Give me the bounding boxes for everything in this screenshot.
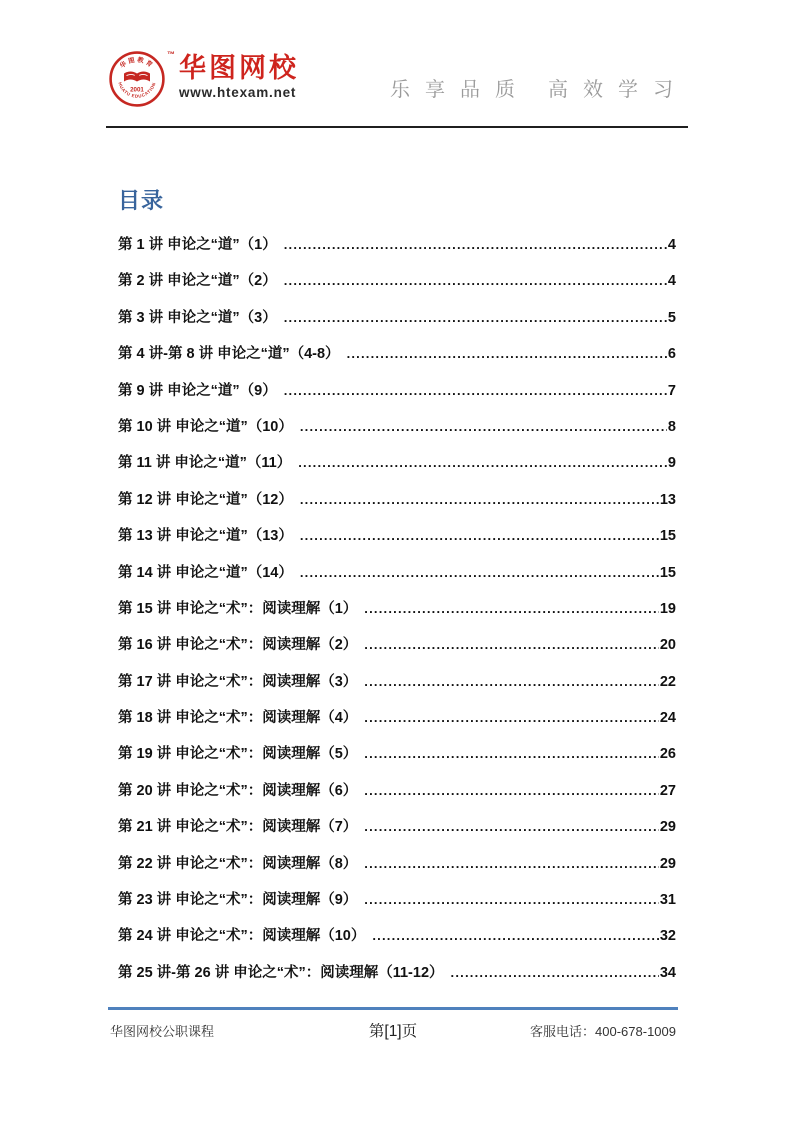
toc-entry-label: 第 12 讲 申论之“道”（12） (118, 491, 293, 508)
footer-divider (108, 1007, 678, 1010)
svg-text:华图教育: 华图教育 (118, 56, 156, 70)
huatu-seal-icon (108, 50, 166, 108)
toc-section (118, 187, 676, 997)
page-footer (110, 1021, 676, 1040)
toc-entry-page: 5 (667, 309, 676, 326)
toc-leader-dots (364, 601, 659, 617)
toc-entry[interactable] (118, 342, 676, 363)
toc-leader-dots (298, 455, 667, 471)
toc-leader-dots (364, 892, 659, 908)
toc-entry-label: 第 18 讲 申论之“术”：阅读理解（4） (118, 710, 358, 727)
toc-entry-page: 9 (667, 455, 676, 472)
toc-title: 目录 (118, 188, 165, 213)
toc-entry-page: 31 (659, 892, 676, 909)
toc-entry-label: 第 13 讲 申论之“道”（13） (118, 528, 293, 545)
toc-entry[interactable] (118, 415, 676, 436)
toc-entry-page: 15 (659, 564, 676, 581)
toc-entry[interactable] (118, 451, 676, 472)
footer-course-label: 华图网校公职课程 (110, 1024, 215, 1039)
toc-leader-dots (347, 346, 667, 362)
toc-entry-label: 第 3 讲 申论之“道”（3） (118, 309, 277, 326)
toc-entry-page: 6 (667, 346, 676, 363)
toc-entry-page: 24 (659, 710, 676, 727)
toc-entry-page: 29 (659, 819, 676, 836)
toc-leader-dots (364, 710, 659, 726)
toc-entry-label: 第 24 讲 申论之“术”：阅读理解（10） (118, 928, 366, 945)
seal-svg (108, 50, 166, 108)
toc-entry[interactable] (118, 706, 676, 727)
toc-entry-label: 第 15 讲 申论之“术”：阅读理解（1） (118, 600, 358, 617)
toc-list (118, 233, 676, 982)
toc-entry-page: 7 (667, 382, 676, 399)
toc-leader-dots (300, 492, 659, 508)
toc-entry[interactable] (118, 524, 676, 545)
toc-entry[interactable] (118, 379, 676, 400)
toc-entry[interactable] (118, 233, 676, 254)
toc-entry-label: 第 2 讲 申论之“道”（2） (118, 273, 277, 290)
toc-leader-dots (284, 383, 667, 399)
brand-block (179, 53, 299, 100)
toc-entry-label: 第 10 讲 申论之“道”（10） (118, 418, 293, 435)
svg-text:2001: 2001 (130, 86, 144, 94)
page-header (108, 50, 688, 108)
toc-leader-dots (300, 419, 667, 435)
toc-entry-page: 34 (659, 964, 676, 981)
toc-entry-page: 27 (659, 782, 676, 799)
toc-leader-dots (364, 637, 659, 653)
toc-entry-label: 第 11 讲 申论之“道”（11） (118, 455, 292, 472)
slogan-part-2: 高效学习 (548, 79, 688, 101)
toc-entry[interactable] (118, 852, 676, 873)
toc-entry-page: 8 (667, 418, 676, 435)
toc-leader-dots (372, 928, 659, 944)
toc-leader-dots (364, 819, 659, 835)
toc-entry[interactable] (118, 779, 676, 800)
toc-entry[interactable] (118, 742, 676, 763)
toc-entry-page: 19 (659, 600, 676, 617)
toc-leader-dots (300, 528, 659, 544)
toc-leader-dots (364, 856, 659, 872)
toc-entry-page: 26 (659, 746, 676, 763)
toc-entry-page: 15 (659, 528, 676, 545)
toc-leader-dots (364, 746, 659, 762)
toc-entry[interactable] (118, 561, 676, 582)
toc-entry-label: 第 22 讲 申论之“术”：阅读理解（8） (118, 855, 358, 872)
toc-entry[interactable] (118, 888, 676, 909)
brand-name: 华图网校 (179, 53, 299, 83)
toc-entry-label: 第 17 讲 申论之“术”：阅读理解（3） (118, 673, 358, 690)
toc-entry-label: 第 23 讲 申论之“术”：阅读理解（9） (118, 892, 358, 909)
toc-entry[interactable] (118, 670, 676, 691)
toc-entry-label: 第 20 讲 申论之“术”：阅读理解（6） (118, 782, 358, 799)
toc-leader-dots (300, 565, 659, 581)
toc-entry[interactable] (118, 633, 676, 654)
toc-leader-dots (284, 237, 667, 253)
header-slogan (390, 73, 688, 102)
toc-entry[interactable] (118, 306, 676, 327)
brand-website: www.htexam.net (179, 85, 297, 100)
toc-entry-label: 第 19 讲 申论之“术”：阅读理解（5） (118, 746, 358, 763)
toc-entry-label: 第 16 讲 申论之“术”：阅读理解（2） (118, 637, 358, 654)
logo (108, 50, 299, 108)
toc-leader-dots (284, 310, 667, 326)
toc-entry-label: 第 4 讲-第 8 讲 申论之“道”（4-8） (118, 346, 340, 363)
toc-entry[interactable] (118, 961, 676, 982)
toc-leader-dots (451, 965, 659, 981)
toc-entry-page: 13 (659, 491, 676, 508)
toc-entry-label: 第 9 讲 申论之“道”（9） (118, 382, 277, 399)
toc-entry[interactable] (118, 488, 676, 509)
toc-entry-page: 4 (667, 237, 676, 253)
slogan-part-1: 乐享品质 (390, 79, 530, 101)
toc-entry-label: 第 14 讲 申论之“道”（14） (118, 564, 293, 581)
toc-entry-page: 4 (667, 273, 676, 290)
toc-entry-label: 第 25 讲-第 26 讲 申论之“术”：阅读理解（11-12） (118, 964, 444, 981)
svg-text:HUATU EDUCATION: HUATU EDUCATION (117, 81, 157, 99)
toc-entry-label: 第 21 讲 申论之“术”：阅读理解（7） (118, 819, 358, 836)
header-divider (106, 126, 688, 128)
toc-entry[interactable] (118, 269, 676, 290)
toc-leader-dots (364, 783, 659, 799)
toc-leader-dots (284, 273, 667, 289)
toc-entry[interactable] (118, 815, 676, 836)
toc-entry[interactable] (118, 924, 676, 945)
toc-entry[interactable] (118, 597, 676, 618)
toc-entry-page: 20 (659, 637, 676, 654)
toc-leader-dots (364, 674, 659, 690)
toc-entry-page: 29 (659, 855, 676, 872)
footer-phone: 客服电话：400-678-1009 (530, 1024, 676, 1039)
trademark-symbol: ™ (167, 50, 175, 59)
toc-entry-page: 22 (659, 673, 676, 690)
footer-page-number: 第[1]页 (368, 1023, 418, 1040)
toc-entry-label: 第 1 讲 申论之“道”（1） (118, 237, 277, 253)
toc-entry-page: 32 (659, 928, 676, 945)
